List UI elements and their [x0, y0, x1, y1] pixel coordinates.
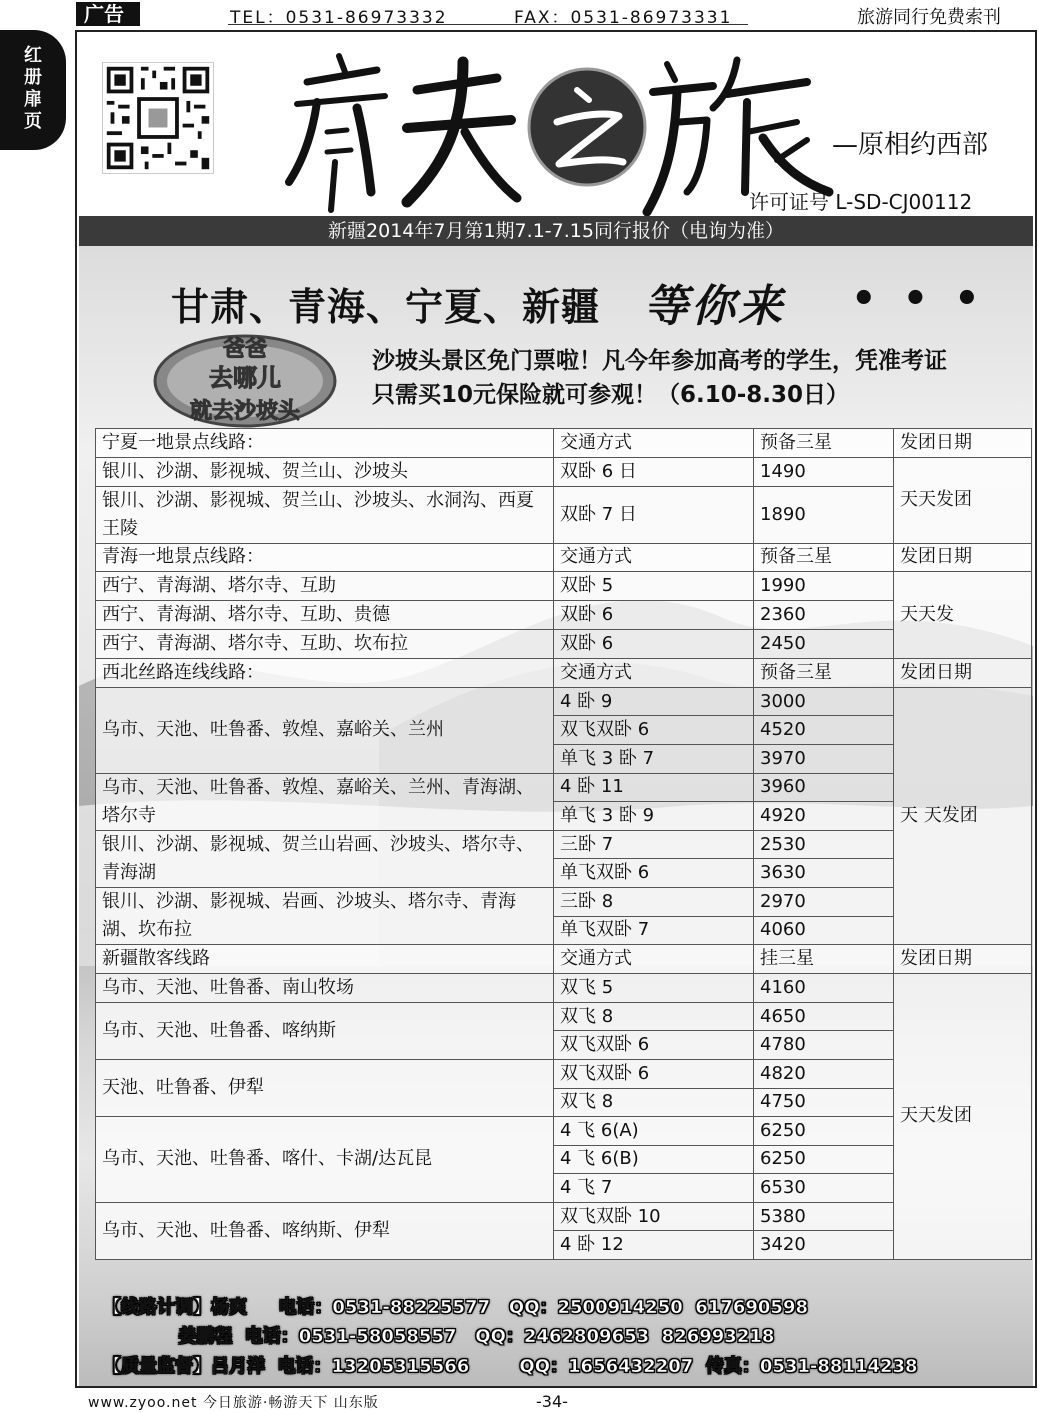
section-header-row	[96, 659, 1032, 688]
table-row	[96, 1117, 1032, 1146]
route-name: 西宁、青海湖、塔尔寺、互助、坎布拉	[96, 630, 554, 659]
transport-cell: 双飞双卧 6	[554, 716, 754, 745]
badge-line-3: 就去沙坡头	[189, 399, 301, 424]
route-name: 天池、吐鲁番、伊犁	[96, 1059, 554, 1116]
free-index-text: 旅游同行免费索刊	[857, 7, 1001, 28]
price-cell: 6250	[754, 1117, 894, 1146]
table-row	[96, 457, 1032, 486]
table-row	[96, 486, 1032, 543]
license-number: 许可证号 L-SD-CJ00112	[749, 190, 973, 214]
price-cell: 4820	[754, 1059, 894, 1088]
transport-cell: 单飞双卧 6	[554, 859, 754, 888]
table-row	[96, 1002, 1032, 1031]
hero-title: 甘肃、青海、宁夏、新疆	[171, 285, 601, 329]
column-header-date: 发团日期	[894, 659, 1032, 688]
qr-code-icon	[102, 62, 214, 174]
table-row	[96, 973, 1032, 1002]
table-row	[96, 1202, 1032, 1231]
column-header-price: 预备三星	[754, 429, 894, 458]
price-cell: 2970	[754, 887, 894, 916]
column-header-date: 发团日期	[894, 429, 1032, 458]
price-cell: 2450	[754, 630, 894, 659]
transport-cell: 双飞双卧 10	[554, 1202, 754, 1231]
route-name: 西宁、青海湖、塔尔寺、互助、贵德	[96, 601, 554, 630]
notice-line: 只需买10元保险就可参观！（6.10-8.30日）	[372, 382, 850, 408]
side-tab-label: 红册扉页	[24, 45, 42, 132]
column-header-price: 挂三星	[754, 945, 894, 974]
price-cell: 4920	[754, 802, 894, 831]
transport-cell: 4 卧 12	[554, 1231, 754, 1260]
page-frame	[75, 30, 1037, 1388]
section-title: 新疆散客线路	[96, 945, 554, 974]
route-name: 西宁、青海湖、塔尔寺、互助	[96, 572, 554, 601]
departure-cell: 天天发团	[894, 973, 1032, 1259]
table-row	[96, 630, 1032, 659]
price-cell: 4650	[754, 1002, 894, 1031]
brand-subtitle: —原相约西部	[832, 130, 989, 160]
price-cell: 3000	[754, 687, 894, 716]
transport-cell: 双飞 8	[554, 1002, 754, 1031]
table-row	[96, 1059, 1032, 1088]
side-section-tab	[0, 30, 66, 150]
transport-cell: 单飞 3 卧 9	[554, 802, 754, 831]
badge-line-2: 去哪儿	[209, 364, 281, 392]
issue-banner: 新疆2014年7月第1期7.1-7.15同行报价（电询为准）	[79, 216, 1033, 246]
price-cell: 4750	[754, 1088, 894, 1117]
route-name: 银川、沙湖、影视城、贺兰山、沙坡头、水洞沟、西夏王陵	[96, 486, 554, 543]
transport-cell: 三卧 7	[554, 830, 754, 859]
transport-cell: 双飞 8	[554, 1088, 754, 1117]
column-header-transport: 交通方式	[554, 659, 754, 688]
route-name: 乌市、天池、吐鲁番、敦煌、嘉峪关、兰州、青海湖、塔尔寺	[96, 773, 554, 830]
price-table	[95, 428, 1032, 1260]
transport-cell: 单飞 3 卧 7	[554, 744, 754, 773]
table-row	[96, 601, 1032, 630]
price-cell: 4780	[754, 1031, 894, 1060]
price-cell: 6530	[754, 1174, 894, 1203]
section-title: 宁夏一地景点线路：	[96, 429, 554, 458]
route-name: 乌市、天池、吐鲁番、喀什、卡湖/达瓦昆	[96, 1117, 554, 1203]
price-cell: 3420	[754, 1231, 894, 1260]
column-header-transport: 交通方式	[554, 543, 754, 572]
column-header-price: 预备三星	[754, 543, 894, 572]
price-cell: 1890	[754, 486, 894, 543]
price-cell: 4060	[754, 916, 894, 945]
ad-tag: 广告	[76, 2, 140, 26]
price-cell: 3630	[754, 859, 894, 888]
price-cell: 4160	[754, 973, 894, 1002]
contact-line-planner-2: 姜鹏程 电话：0531-58058557 QQ：2462809653 826993218	[103, 1326, 775, 1347]
price-cell: 4520	[754, 716, 894, 745]
route-name: 银川、沙湖、影视城、贺兰山岩画、沙坡头、塔尔寺、青海湖	[96, 830, 554, 887]
route-name: 乌市、天池、吐鲁番、喀纳斯	[96, 1002, 554, 1059]
transport-cell: 双卧 6	[554, 601, 754, 630]
route-name: 乌市、天池、吐鲁番、敦煌、嘉峪关、兰州	[96, 687, 554, 773]
transport-cell: 三卧 8	[554, 887, 754, 916]
price-cell: 6250	[754, 1145, 894, 1174]
contact-line-planner: 【线路计调】杨爽 电话：0531-88225577 QQ：2500914250 617690598	[103, 1297, 808, 1318]
transport-cell: 双飞双卧 6	[554, 1059, 754, 1088]
transport-cell: 单飞双卧 7	[554, 916, 754, 945]
price-cell: 2360	[754, 601, 894, 630]
column-header-date: 发团日期	[894, 945, 1032, 974]
route-name: 银川、沙湖、影视城、岩画、沙坡头、塔尔寺、青海湖、坎布拉	[96, 887, 554, 944]
route-name: 乌市、天池、吐鲁番、南山牧场	[96, 973, 554, 1002]
table-row	[96, 887, 1032, 916]
section-title: 青海一地景点线路：	[96, 543, 554, 572]
contact-line-quality: 【质量监督】吕月洋 电话：13205315566 QQ：1656432207 传真：0531-88114238	[103, 1356, 918, 1377]
departure-cell: 天天发	[894, 572, 1032, 659]
promo-badge	[145, 326, 345, 436]
column-header-date: 发团日期	[894, 543, 1032, 572]
telephone: TEL：0531-86973332	[230, 8, 448, 28]
page-number: -34-	[536, 1392, 568, 1411]
transport-cell: 4 飞 7	[554, 1174, 754, 1203]
table-row	[96, 773, 1032, 802]
transport-cell: 双卧 7 日	[554, 486, 754, 543]
price-cell: 2530	[754, 830, 894, 859]
transport-cell: 4 飞 6(B)	[554, 1145, 754, 1174]
transport-cell: 双卧 5	[554, 572, 754, 601]
price-cell: 3960	[754, 773, 894, 802]
table-row	[96, 830, 1032, 859]
table-row	[96, 687, 1032, 716]
fax: FAX：0531-86973331	[514, 8, 733, 28]
section-header-row	[96, 429, 1032, 458]
transport-cell: 双卧 6	[554, 630, 754, 659]
transport-cell: 双飞双卧 6	[554, 1031, 754, 1060]
transport-cell: 4 卧 9	[554, 687, 754, 716]
section-title: 西北丝路连线线路：	[96, 659, 554, 688]
footer-url: www.zyoo.net 今日旅游·畅游天下 山东版	[88, 1395, 379, 1411]
transport-cell: 4 飞 6(A)	[554, 1117, 754, 1146]
price-cell: 3970	[754, 744, 894, 773]
section-header-row	[96, 543, 1032, 572]
price-cell: 5380	[754, 1202, 894, 1231]
hero-dots: •••	[851, 276, 1006, 322]
badge-line-1: 爸爸	[222, 337, 268, 362]
price-cell: 1990	[754, 572, 894, 601]
exam-notice	[372, 344, 947, 412]
route-name: 银川、沙湖、影视城、贺兰山、沙坡头	[96, 457, 554, 486]
route-name: 乌市、天池、吐鲁番、喀纳斯、伊犁	[96, 1202, 554, 1259]
contact-underline	[228, 24, 748, 25]
departure-cell: 天天发团	[894, 457, 1032, 543]
price-cell: 1490	[754, 457, 894, 486]
hero-script: 等你来	[644, 281, 785, 332]
departure-cell: 天 天发团	[894, 687, 1032, 944]
top-strip	[0, 0, 1040, 28]
transport-cell: 双飞 5	[554, 973, 754, 1002]
notice-line: 沙坡头景区免门票啦！凡今年参加高考的学生，凭准考证	[372, 348, 947, 374]
transport-cell: 双卧 6 日	[554, 457, 754, 486]
column-header-transport: 交通方式	[554, 429, 754, 458]
section-header-row	[96, 945, 1032, 974]
column-header-price: 预备三星	[754, 659, 894, 688]
table-row	[96, 572, 1032, 601]
column-header-transport: 交通方式	[554, 945, 754, 974]
transport-cell: 4 卧 11	[554, 773, 754, 802]
